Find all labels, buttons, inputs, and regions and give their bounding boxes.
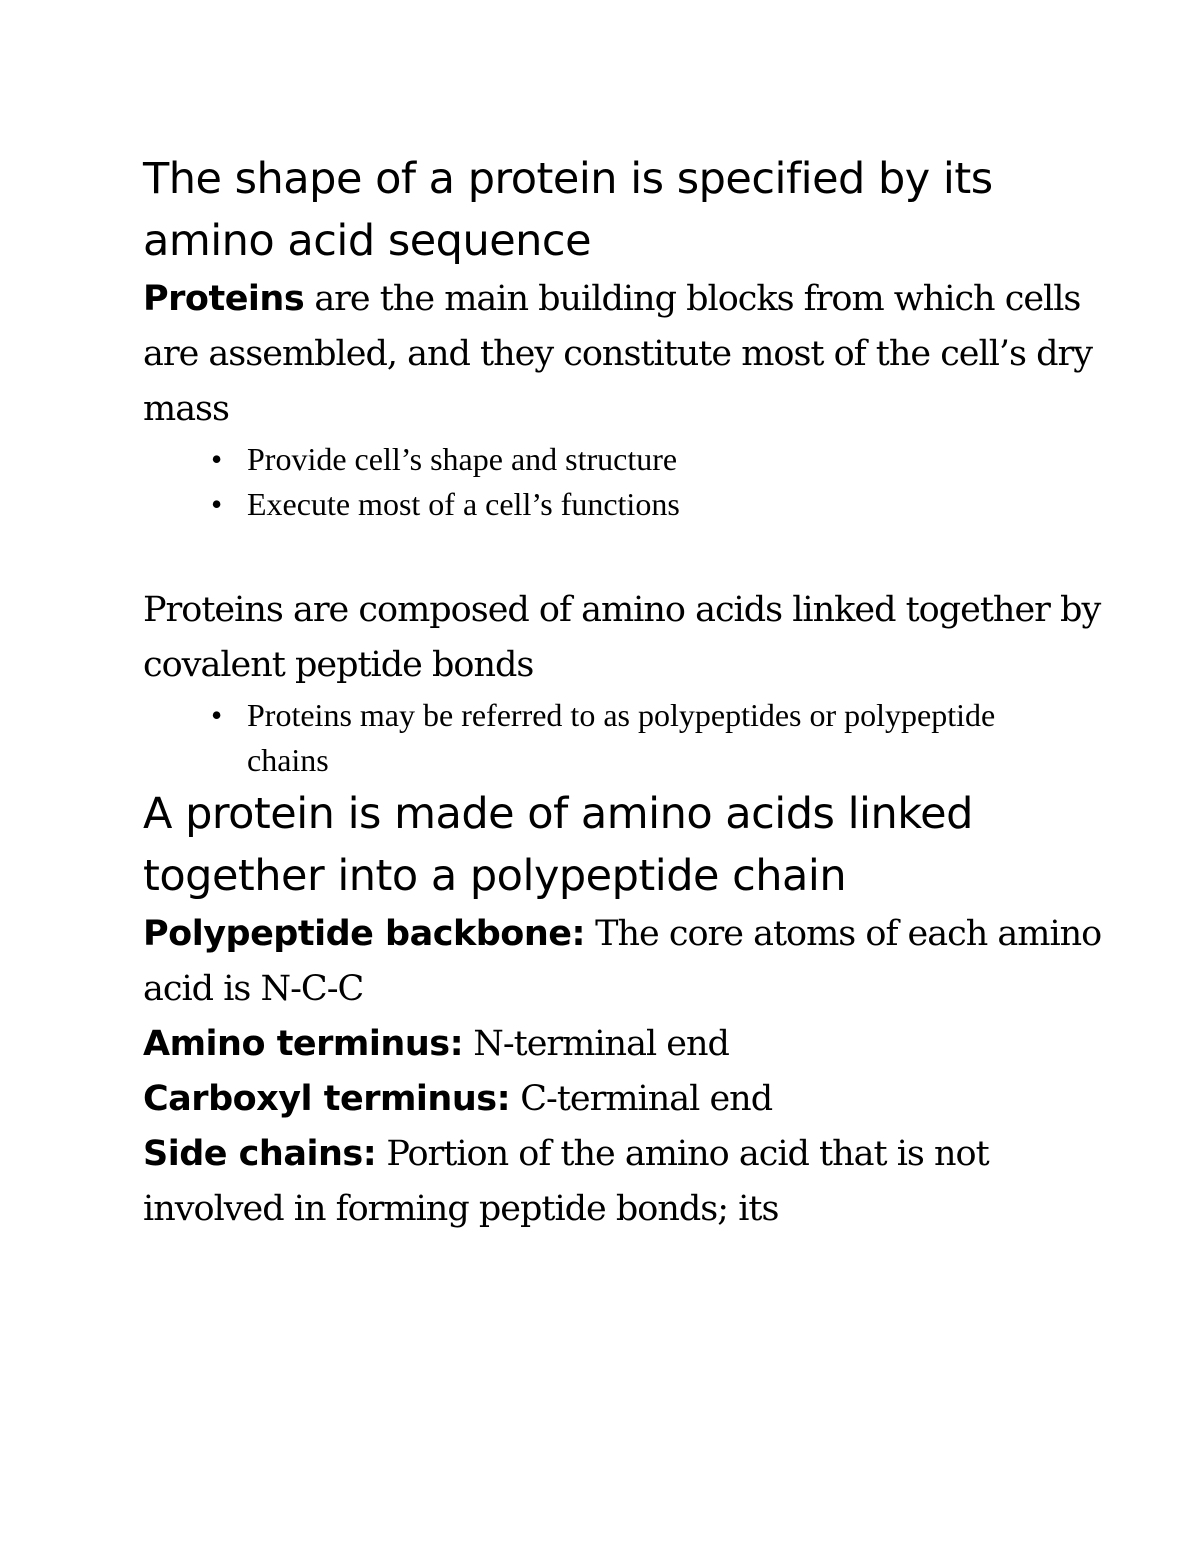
- list-item: • Provide cell’s shape and structure: [211, 437, 1103, 482]
- definition-text: Portion of the amino acid that is not involved in forming peptide bonds; its: [143, 1134, 989, 1229]
- proteins-term: Proteins: [143, 279, 305, 319]
- definition-term: Amino terminus:: [143, 1024, 464, 1064]
- section2-heading: A protein is made of amino acids linked together into a polypeptide chain: [143, 789, 973, 901]
- definition-text: The core atoms of each amino acid is N-C-C: [143, 914, 1102, 1009]
- definition-carboxyl-terminus: [143, 1072, 1103, 1127]
- definition-term: Side chains:: [143, 1134, 377, 1174]
- polypeptide-note-list: [143, 693, 1031, 783]
- proteins-composition: Proteins are composed of amino acids linked together by covalent peptide bonds: [143, 590, 1101, 685]
- definition-amino-terminus: [143, 1017, 1103, 1072]
- bullet-icon: •: [211, 697, 223, 733]
- section1-heading: The shape of a protein is specified by its amino acid sequence: [143, 154, 993, 266]
- spacer: [143, 527, 1103, 583]
- document-page: [143, 148, 1103, 1237]
- definition-term: Polypeptide backbone:: [143, 914, 586, 954]
- bullet-icon: •: [211, 486, 223, 522]
- list-item: • Proteins may be referred to as polypeptides or polypeptide chains: [211, 693, 1031, 783]
- definition-side-chains: [143, 1127, 1103, 1237]
- list-item: • Execute most of a cell’s functions: [211, 482, 1103, 527]
- bullet-icon: •: [211, 441, 223, 477]
- definition-text: C-terminal end: [510, 1079, 773, 1119]
- proteins-definition-text: are the main building blocks from which cells are assembled, and they constitute most of the cell’s dry mass: [143, 279, 1093, 429]
- definition-text: N-terminal end: [463, 1024, 729, 1064]
- definition-term: Carboxyl terminus:: [143, 1079, 511, 1119]
- proteins-definition: [143, 272, 1103, 437]
- definition-backbone: [143, 907, 1103, 1017]
- protein-roles-list: [143, 437, 1103, 527]
